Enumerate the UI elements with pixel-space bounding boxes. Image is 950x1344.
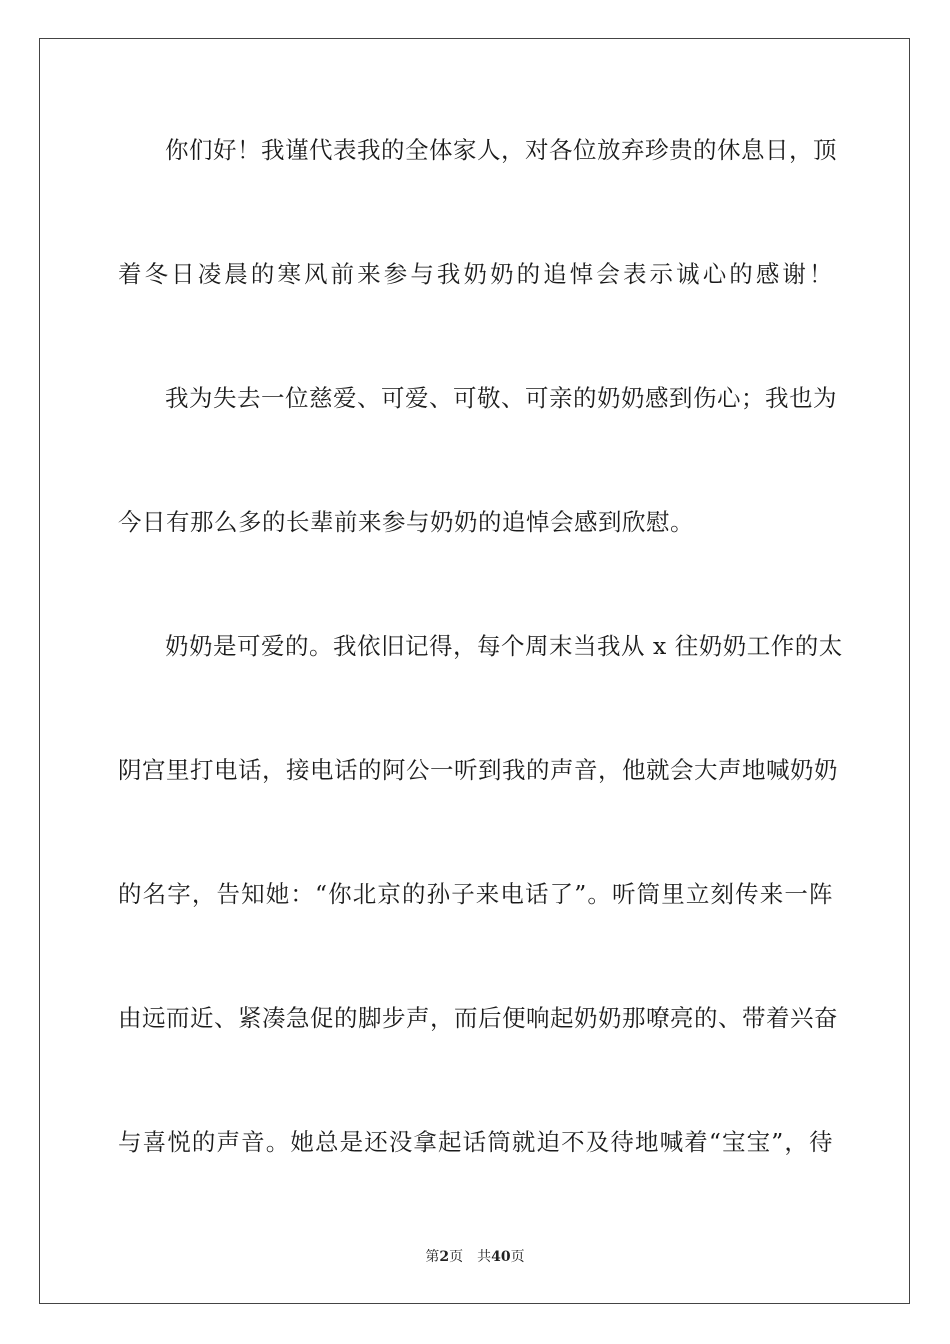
page-footer	[0, 1248, 950, 1266]
total-prefix: 共	[477, 1249, 492, 1265]
paragraph-1-line-2: 着冬日凌晨的寒风前来参与我奶奶的追悼会表示诚心的感谢！	[118, 260, 833, 288]
paragraph-3-line-1: 奶奶是可爱的。我依旧记得，每个周末当我从 x 往奶奶工作的太	[165, 632, 843, 660]
page-border	[39, 38, 910, 1304]
page-prefix: 第	[425, 1249, 440, 1265]
paragraph-2-line-2: 今日有那么多的长辈前来参与奶奶的追悼会感到欣慰。	[118, 508, 694, 536]
paragraph-3-line-4: 由远而近、紧凑急促的脚步声，而后便响起奶奶那嘹亮的、带着兴奋	[118, 1004, 838, 1032]
total-pages: 40	[491, 1249, 511, 1265]
page-suffix: 页	[449, 1249, 464, 1265]
total-suffix: 页	[510, 1249, 525, 1265]
page-number: 2	[439, 1249, 450, 1265]
paragraph-1-line-1: 你们好！我谨代表我的全体家人，对各位放弃珍贵的休息日，顶	[165, 136, 837, 164]
paragraph-3-line-5: 与喜悦的声音。她总是还没拿起话筒就迫不及待地喊着“宝宝”，待	[118, 1128, 833, 1156]
paragraph-3-line-2: 阴宫里打电话，接电话的阿公一听到我的声音，他就会大声地喊奶奶	[118, 756, 838, 784]
paragraph-3-line-3: 的名字，告知她：“你北京的孙子来电话了”。听筒里立刻传来一阵	[118, 880, 833, 908]
paragraph-2-line-1: 我为失去一位慈爱、可爱、可敬、可亲的奶奶感到伤心；我也为	[165, 384, 837, 412]
